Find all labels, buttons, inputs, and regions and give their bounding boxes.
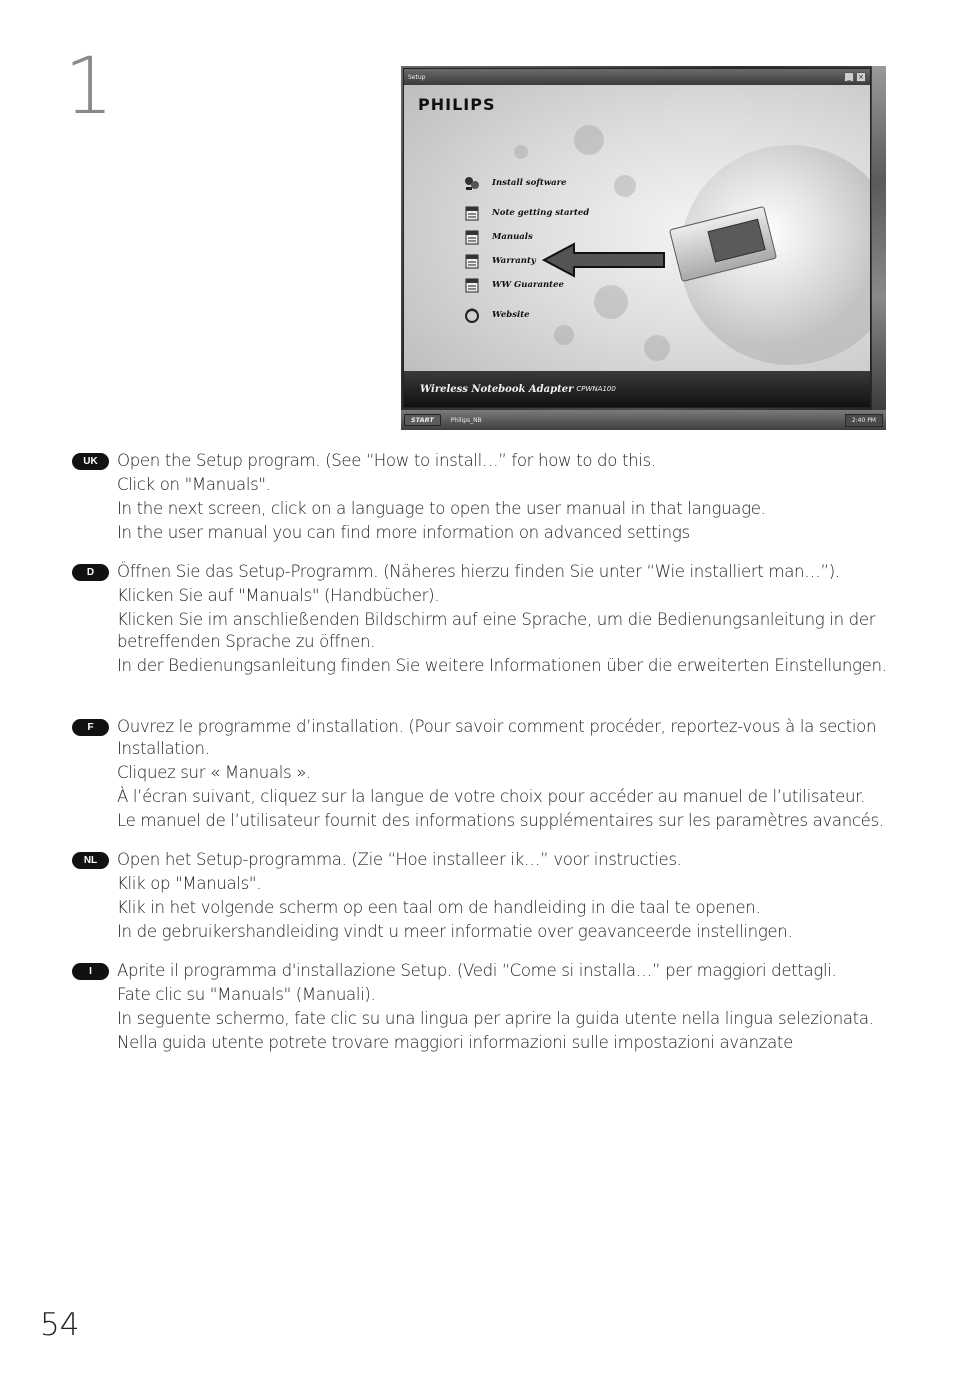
page-number: 54 (40, 1307, 80, 1343)
window-title: Setup (408, 73, 426, 81)
menu-item-label: WW Guarantee (492, 280, 564, 290)
decor-circle (574, 125, 604, 155)
language-badge: F (72, 719, 109, 736)
instruction-line: Click on "Manuals". (117, 475, 271, 494)
instruction-line: In der Bedienungsanleitung finden Sie weitere Informationen über die erweiterten Einstellungen. (117, 656, 887, 675)
philips-logo: PHILIPS (418, 95, 496, 114)
menu-item-label: Manuals (492, 232, 533, 242)
decor-circle (614, 175, 636, 197)
taskbar-item[interactable]: Philips_NB (450, 416, 482, 424)
close-icon[interactable]: × (856, 72, 866, 82)
decor-circle (644, 335, 670, 361)
menu-item-label: Website (492, 310, 530, 320)
language-badge: I (72, 963, 109, 980)
minimize-icon[interactable]: _ (844, 72, 854, 82)
decor-circle (554, 325, 574, 345)
taskbar (401, 410, 886, 430)
instruction-line: In the next screen, click on a language to open the user manual in that language. (117, 499, 766, 518)
instruction-line: In seguente schermo, fate clic su una lingua per aprire la guida utente nella lingua selezionata. (117, 1009, 874, 1028)
menu-item-label: Warranty (492, 256, 536, 266)
instruction-line: Open the Setup program. (See “How to install…” for how to do this. (117, 451, 656, 470)
instruction-line: In the user manual you can find more information on advanced settings (117, 523, 690, 542)
section-nl (72, 849, 902, 943)
section-f (72, 716, 902, 832)
instruction-line: Nella guida utente potrete trovare maggiori informazioni sulle impostazioni avanzate (117, 1033, 793, 1052)
product-name: Wireless Notebook Adapter (420, 383, 574, 395)
product-model: CPWNA100 (576, 385, 616, 393)
instruction-line: Aprite il programma d'installazione Setup. (Vedi “Come si installa…” per maggiori dettagli. (117, 961, 837, 980)
instruction-line: Klik op "Manuals". (117, 874, 262, 893)
instruction-line: In de gebruikershandleiding vindt u meer informatie over geavanceerde instellingen. (117, 922, 793, 941)
language-badge: UK (72, 453, 109, 470)
instruction-line: Klicken Sie im anschließenden Bildschirm auf eine Sprache, um die Bedienungsanleitung in der betreffenden Sprache zu öffnen. (117, 610, 876, 651)
instruction-line: Open het Setup-programma. (Zie “Hoe installeer ik…” voor instructies. (117, 850, 682, 869)
instruction-line: Cliquez sur « Manuals ». (117, 763, 311, 782)
setup-window (403, 68, 871, 408)
start-button[interactable]: START (404, 414, 441, 426)
document-icon (464, 254, 480, 269)
menu-item-install-software[interactable] (464, 171, 589, 195)
menu-item-label: Install software (492, 178, 567, 188)
menu-item-website[interactable] (464, 303, 589, 327)
web-icon (464, 308, 480, 323)
system-tray-clock: 2:40 PM (845, 414, 883, 427)
install-software-icon (464, 176, 480, 191)
instruction-line: Öffnen Sie das Setup-Programm. (Näheres hierzu finden Sie unter “Wie installiert man…”). (117, 562, 840, 581)
product-banner (404, 371, 870, 407)
instruction-line: Klik in het volgende scherm op een taal om de handleiding in die taal te openen. (117, 898, 761, 917)
step-number: 1 (64, 42, 114, 132)
instruction-line: Fate clic su "Manuals" (Manuali). (117, 985, 376, 1004)
language-badge: D (72, 564, 109, 581)
decor-circle (514, 145, 528, 159)
card-label-area (707, 219, 765, 263)
decor-circle (594, 285, 628, 319)
pointer-arrow-icon (542, 242, 666, 278)
instruction-line: Le manuel de l’utilisateur fournit des informations supplémentaires sur les paramètres avancés. (117, 811, 884, 830)
instruction-line: Klicken Sie auf "Manuals" (Handbücher). (117, 586, 440, 605)
language-badge: NL (72, 852, 109, 869)
setup-screenshot (401, 66, 886, 430)
window-titlebar (404, 69, 870, 85)
section-uk (72, 450, 902, 544)
menu-item-label: Note getting started (492, 208, 590, 218)
document-icon (464, 230, 480, 245)
window-body (404, 85, 870, 407)
instruction-line: À l’écran suivant, cliquez sur la langue de votre choix pour accéder au manuel de l’utilisateur. (117, 787, 866, 806)
document-icon (464, 206, 480, 221)
section-i (72, 960, 902, 1054)
desktop-edge (872, 66, 886, 412)
instruction-line: Ouvrez le programme d’installation. (Pour savoir comment procéder, reportez-vous à la section Installation. (117, 717, 877, 758)
document-icon (464, 278, 480, 293)
menu-item-note-getting-started[interactable] (464, 201, 589, 225)
section-d (72, 561, 902, 677)
